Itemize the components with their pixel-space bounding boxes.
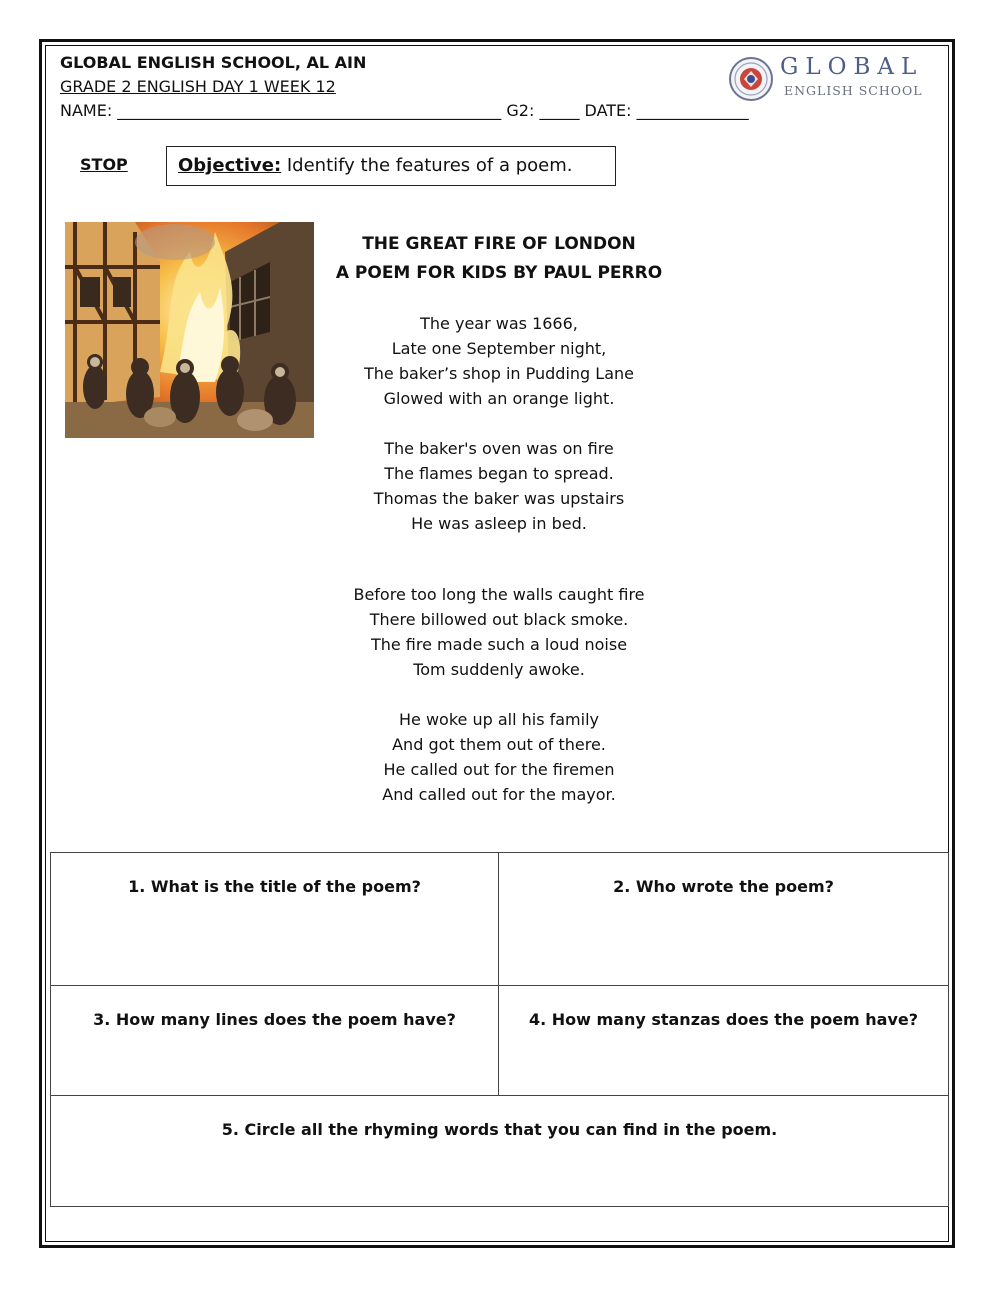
question-4-cell[interactable] xyxy=(499,986,948,1096)
school-seal-icon xyxy=(728,56,774,102)
logo-word-global: GLOBAL xyxy=(780,54,924,80)
question-4-text: 4. How many stanzas does the poem have? xyxy=(528,1010,919,1029)
poem-line: Tom suddenly awoke. xyxy=(413,660,585,679)
poem-subtitle: A POEM FOR KIDS BY PAUL PERRO xyxy=(335,263,663,283)
school-name: GLOBAL ENGLISH SCHOOL, AL AIN xyxy=(60,53,367,72)
poem-line: There billowed out black smoke. xyxy=(369,610,629,629)
questions-table xyxy=(50,852,949,1207)
question-5-cell[interactable] xyxy=(51,1096,948,1206)
poem-line: The year was 1666, xyxy=(420,314,578,333)
poem-title: THE GREAT FIRE OF LONDON xyxy=(362,234,636,254)
name-date-line: NAME: ________________________________________________ G2: _____ DATE: ______________ xyxy=(60,101,749,120)
objective-box xyxy=(166,146,616,186)
objective-label: Objective: xyxy=(178,155,282,176)
poem-stanza-4 xyxy=(300,707,698,807)
poem-line: And got them out of there. xyxy=(392,735,606,754)
question-3-cell[interactable] xyxy=(51,986,499,1096)
poem-line: The baker's oven was on fire xyxy=(384,439,614,458)
objective-text: Identify the features of a poem. xyxy=(281,155,573,176)
question-2-text: 2. Who wrote the poem? xyxy=(613,877,834,896)
stop-label: STOP xyxy=(80,155,128,174)
school-logo xyxy=(728,54,938,102)
poem-line: He called out for the firemen xyxy=(383,760,615,779)
poem-stanza-1 xyxy=(300,311,698,411)
poem-line: He was asleep in bed. xyxy=(411,514,587,533)
question-1-text: 1. What is the title of the poem? xyxy=(128,877,421,896)
question-5-text: 5. Circle all the rhyming words that you can find in the poem. xyxy=(221,1120,778,1139)
poem-stanza-3 xyxy=(300,582,698,682)
poem-line: Glowed with an orange light. xyxy=(383,389,615,408)
poem-line: He woke up all his family xyxy=(398,710,599,729)
question-3-text: 3. How many lines does the poem have? xyxy=(93,1010,456,1029)
poem-line: Late one September night, xyxy=(391,339,607,358)
question-2-cell[interactable] xyxy=(499,853,948,986)
poem-stanza-2 xyxy=(300,436,698,536)
poem-line: And called out for the mayor. xyxy=(382,785,616,804)
poem-line: Thomas the baker was upstairs xyxy=(373,489,625,508)
logo-word-english-school: ENGLISH SCHOOL xyxy=(784,83,923,98)
fire-of-london-illustration xyxy=(65,222,314,438)
question-1-cell[interactable] xyxy=(51,853,499,986)
poem-line: The flames began to spread. xyxy=(384,464,614,483)
grade-line: GRADE 2 ENGLISH DAY 1 WEEK 12 xyxy=(60,77,336,96)
poem-line: Before too long the walls caught fire xyxy=(353,585,645,604)
poem-line: The baker’s shop in Pudding Lane xyxy=(364,364,634,383)
poem-line: The fire made such a loud noise xyxy=(370,635,628,654)
